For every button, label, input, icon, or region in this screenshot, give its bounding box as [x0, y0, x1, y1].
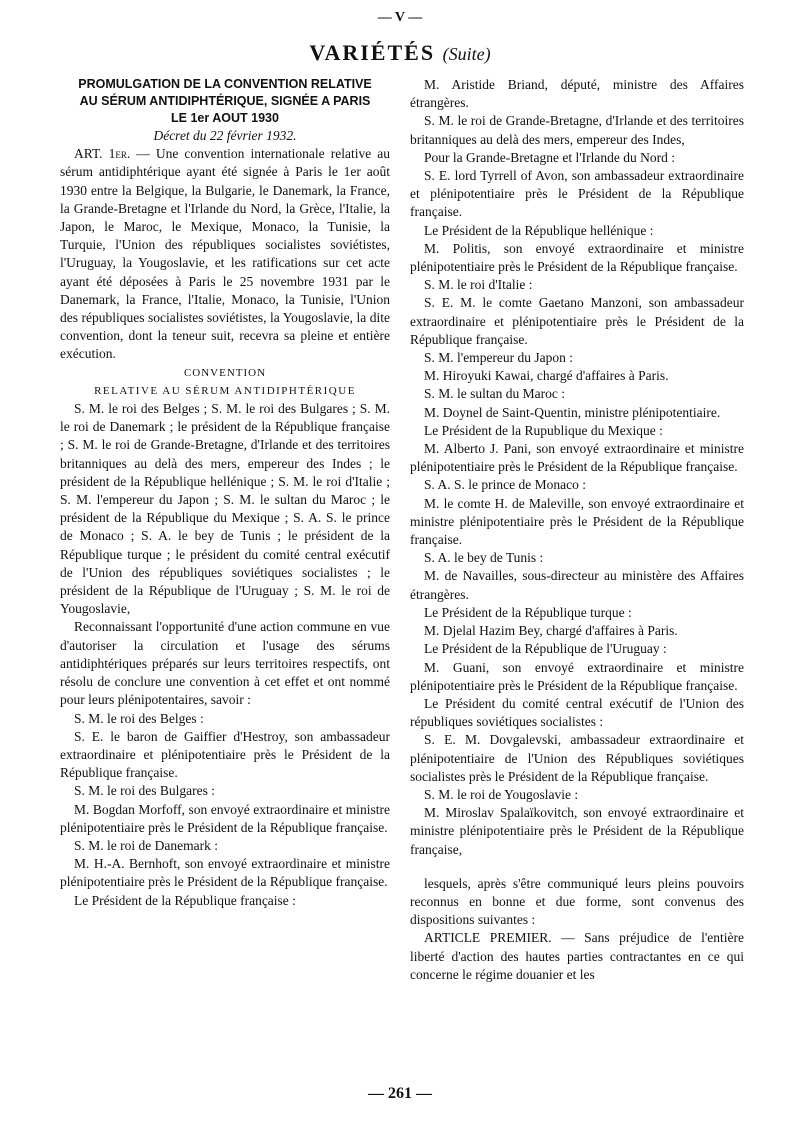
delegate-entry: M. Politis, son envoyé extraordinaire et ministre plénipotentiaire près le Président de la République française.	[410, 240, 744, 275]
delegate-entry: M. Aristide Briand, député, ministre des Affaires étrangères.	[410, 77, 744, 111]
delegate-entry: S. M. le roi de Danemark :	[74, 837, 218, 853]
page-number: — 261 —	[368, 1085, 432, 1102]
section-title-text: VARIÉTÉS	[309, 40, 436, 65]
delegate-entry: Le Président de la République de l'Uruguay :	[424, 641, 667, 657]
delegate-entry: S. M. le roi des Bulgares :	[74, 783, 215, 799]
article-premier	[410, 929, 744, 984]
delegate-entry: Le Président de la Rupublique du Mexique :	[424, 422, 663, 438]
delegate-entry: S. M. le roi d'Italie :	[424, 277, 533, 293]
convention-title: CONVENTION	[183, 366, 267, 379]
delegate-entry: M. Doynel de Saint-Quentin, ministre plénipotentiaire.	[424, 404, 721, 420]
promulgation-article	[60, 145, 390, 363]
delegate-entry: M. Djelal Hazim Bey, chargé d'affaires à Paris.	[424, 623, 678, 639]
article-heading-line-2: AU SÉRUM ANTIDIPHTÉRIQUE, SIGNÉE A PARIS	[79, 94, 371, 108]
paragraph-gap	[410, 859, 744, 875]
delegate-entry: S. M. le sultan du Maroc :	[424, 386, 565, 402]
delegate-entry: Le Président de la République française :	[74, 892, 296, 908]
right-column	[410, 76, 744, 984]
delegate-entry: S. E. lord Tyrrell of Avon, son ambassadeur extraordinaire et plénipotentiaire près le Président de la République française.	[410, 168, 744, 220]
delegate-entry: M. Alberto J. Pani, son envoyé extraordinaire et ministre plénipotentiaire près le Président de la République française.	[410, 441, 744, 475]
delegate-entry: M. Miroslav Spalaïkovitch, son envoyé extraordinaire et ministre plénipotentiaire près le Président de la République française,	[410, 805, 744, 857]
page-marker: — V —	[377, 10, 423, 25]
delegate-entry: S. M. le roi de Grande-Bretagne, d'Irlande et des territoires britanniques au delà des mers, empereur des Indes,	[410, 113, 744, 147]
delegate-entry: S. E. le baron de Gaiffier d'Hestroy, son ambassadeur extraordinaire et plénipotentiaire près le Président de la République française.	[60, 728, 390, 781]
delegate-entry: S. A. le bey de Tunis :	[424, 550, 544, 566]
promulgation-article-label: ART. 1er.	[74, 146, 131, 162]
delegate-entry: S. M. l'empereur du Japon :	[424, 350, 574, 366]
convention-subtitle: RELATIVE AU SÉRUM ANTIDIPHTÉRIQUE	[94, 384, 356, 397]
delegate-entry: M. de Navailles, sous-directeur au ministère des Affaires étrangères.	[410, 568, 744, 602]
left-column	[60, 76, 390, 910]
decree-date: Décret du 22 février 1932.	[153, 128, 297, 143]
delegate-entry: M. le comte H. de Maleville, son envoyé extraordinaire et ministre plénipotentiaire près le Président de la République française.	[410, 495, 744, 548]
convention-preamble: S. M. le roi des Belges ; S. M. le roi des Bulgares ; S. M. le roi de Danemark ; le président de la République française ; S. M. le roi de Grande-Bretagne, d'Irlande et des territoires britanniques au delà des mers, empereur des Indes ; le président de la République hellénique ; S. M. le roi d'Italie ; S. M. l'empereur du Japon ; S. M. le sultan du Maroc ; le président de la République du Mexique ; S. A. S. le prince de Monaco ; S. A. le bey de Tunis ; le président de la République turque ; le président du comité central exécutif de l'Union des républiques soviétiques socialistes ; le président de la République de l'Uruguay ; S. M. le roi de Yougoslavie,	[60, 401, 390, 617]
delegate-entry: S. E. M. le comte Gaetano Manzoni, son ambassadeur extraordinaire et plénipotentiaire près le Président de la République française.	[410, 295, 744, 347]
article-premier-text: — Sans préjudice de l'entière liberté d'action des hautes parties contractantes en ce qui concerne le régime douanier et les	[410, 930, 744, 982]
section-title	[0, 40, 800, 66]
delegate-entry: M. Hiroyuki Kawai, chargé d'affaires à Paris.	[424, 368, 669, 384]
delegate-entry: S. M. le roi des Belges :	[74, 710, 204, 726]
convention-recognizing: Reconnaissant l'opportunité d'une action commune en vue d'autoriser la circulation et l'usage des sérums antidiphtériques préparés sur leurs territoires respectifs, ont résolu de conclure une convention à cet effet et ont nommé pour leurs plénipotentaires, savoir :	[60, 619, 390, 708]
section-title-suffix: (Suite)	[442, 44, 491, 64]
delegate-entry: Pour la Grande-Bretagne et l'Irlande du Nord :	[424, 149, 675, 165]
delegate-entry: M. Guani, son envoyé extraordinaire et ministre plénipotentiaire près le Président de la République française.	[410, 659, 744, 693]
delegate-entry: M. H.-A. Bernhoft, son envoyé extraordinaire et ministre plénipotentiaire près le Président de la République française.	[60, 856, 390, 890]
convention-closing: lesquels, après s'être communiqué leurs pleins pouvoirs reconnus en bonne et due forme, sont convenus des dispositions suivantes :	[410, 875, 744, 928]
delegate-entry: S. M. le roi de Yougoslavie :	[424, 786, 579, 802]
article-heading-line-1: PROMULGATION DE LA CONVENTION RELATIVE	[78, 77, 372, 91]
delegate-entry: M. Bogdan Morfoff, son envoyé extraordinaire et ministre plénipotentiaire près le Président de la République française.	[60, 801, 390, 835]
delegate-entry: S. A. S. le prince de Monaco :	[424, 477, 586, 493]
delegate-entry: Le Président de la République hellénique :	[424, 222, 654, 238]
delegate-entry: S. E. M. Dovgalevski, ambassadeur extraordinaire et plénipotentiaire de l'Union des Républiques soviétiques socialistes près le Président de la République française.	[410, 732, 744, 784]
article-premier-label: ARTICLE PREMIER.	[424, 930, 552, 946]
article-heading-line-3: LE 1er AOUT 1930	[171, 111, 279, 125]
promulgation-article-text: — Une convention internationale relative au sérum antidiphtérique ayant été signée à Paris le 1er août 1930 entre la Belgique, la Bulgarie, le Danemark, la France, la Grande-Bretagne et l'Irlande du Nord, la Grèce, l'Italie, la Japon, le Maroc, le Mexique, Monaco, la Tunisie, la Turquie, l'Union des républiques socialistes soviétistes, l'Uruguay, la Yougoslavie, et les ratifications sur cet acte ayant été déposées à Paris le 25 novembre 1931 par le Danemark, la France, l'Italie, Monaco, la Tunisie, l'Union des républiques socialistes soviétistes, la Yougoslavie, la dite convention, dont la teneur suit, recevra sa pleine et entière exécution.	[60, 146, 390, 362]
delegate-entry: Le Président de la République turque :	[424, 604, 632, 620]
delegate-entry: Le Président du comité central exécutif de l'Union des républiques soviétiques socialistes :	[410, 695, 744, 730]
